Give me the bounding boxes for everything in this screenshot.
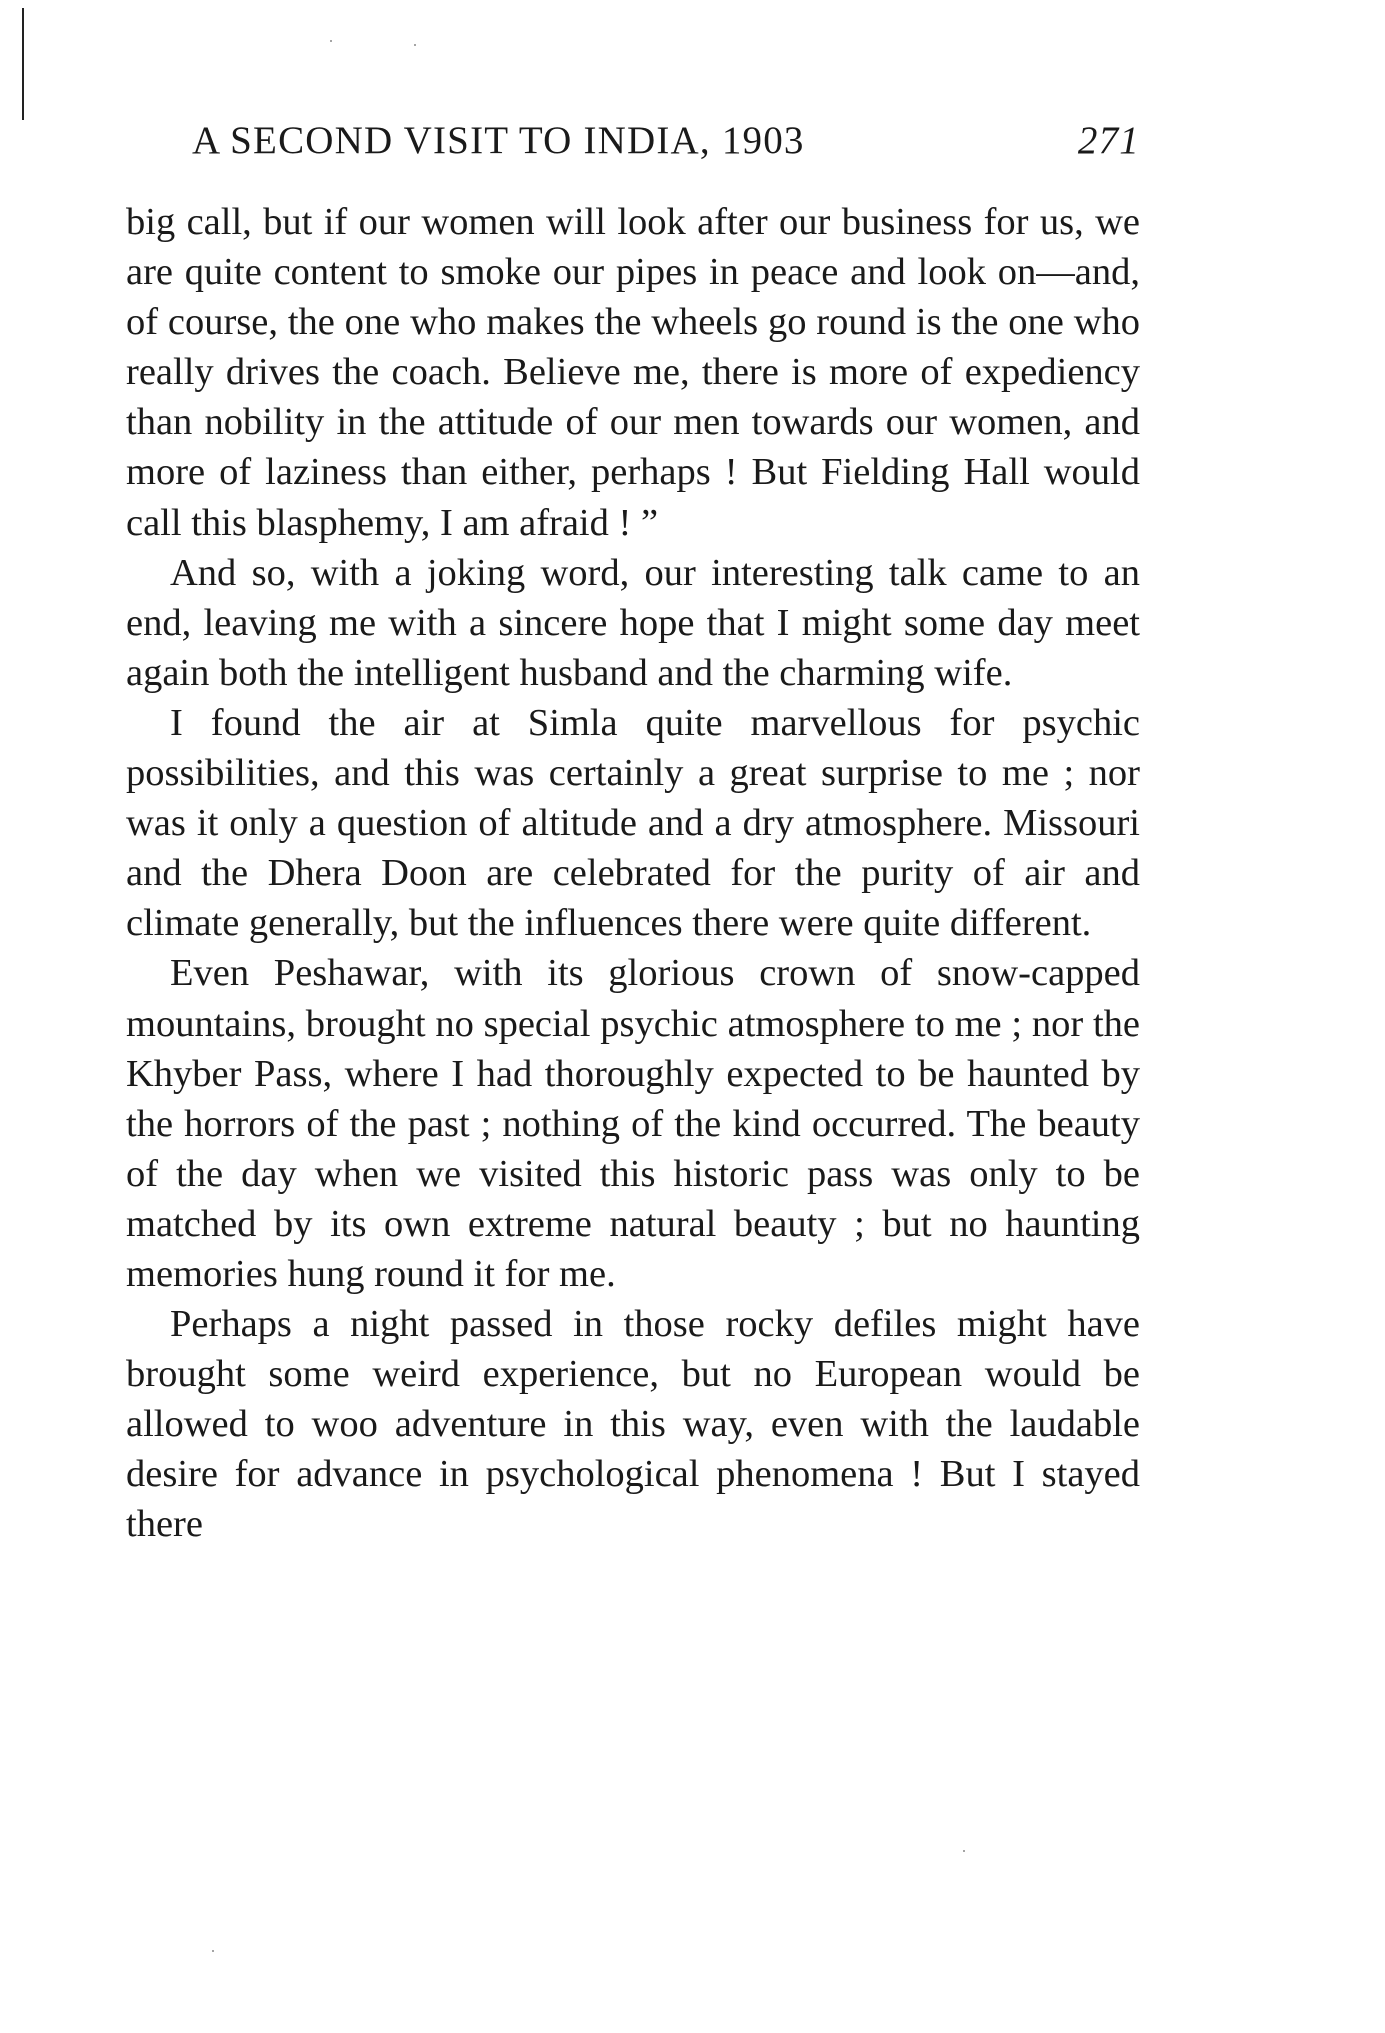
- paragraph: Even Peshawar, with its glorious crown of snow-capped mountains, brought no special psychic atmosphere to me ; nor the Khyber Pass, where I had thoroughly expected to be haunted by the horrors of the past ; nothing of the kind occurred. The beauty of the day when we visited this historic pass was only to be matched by its own extreme natural beauty ; but no haunting memories hung round it for me.: [126, 952, 1140, 1295]
- scan-speck: [414, 44, 416, 46]
- paragraph: Perhaps a night passed in those rocky defiles might have brought some weird experience, but no European would be allowed to woo adventure in this way, even with the laudable desire for advance in psychological phenomena ! But I stayed there: [126, 1303, 1140, 1546]
- paragraph: I found the air at Simla quite marvellous for psychic possibilities, and this was certainly a great surprise to me ; nor was it only a question of altitude and a dry atmosphere. Missouri and the Dhera Doon are celebrated for the purity of air and climate generally, but the influences there were quite different.: [126, 701, 1140, 945]
- running-header: [192, 118, 1140, 174]
- paragraph: And so, with a joking word, our interesting talk came to an end, leaving me with a sincere hope that I might some day meet again both the intelligent husband and the charming wife.: [126, 551, 1140, 694]
- paragraph-continued: big call, but if our women will look after our business for us, we are quite content to smoke our pipes in peace and look on—and, of course, the one who makes the wheels go round is the one who really drives the coach. Believe me, there is more of expediency than nobility in the attitude of our men towards our women, and more of laziness than either, perhaps ! But Fielding Hall would call this blasphemy, I am afraid ! ”: [126, 201, 1140, 544]
- scan-edge-line: [22, 8, 24, 120]
- scan-speck: [212, 1950, 214, 1952]
- scan-speck: [963, 1850, 965, 1852]
- page-number: 271: [1077, 119, 1140, 162]
- body-text: [126, 197, 1140, 1550]
- running-title: A SECOND VISIT TO INDIA, 1903: [192, 119, 805, 162]
- scan-speck: [330, 40, 332, 42]
